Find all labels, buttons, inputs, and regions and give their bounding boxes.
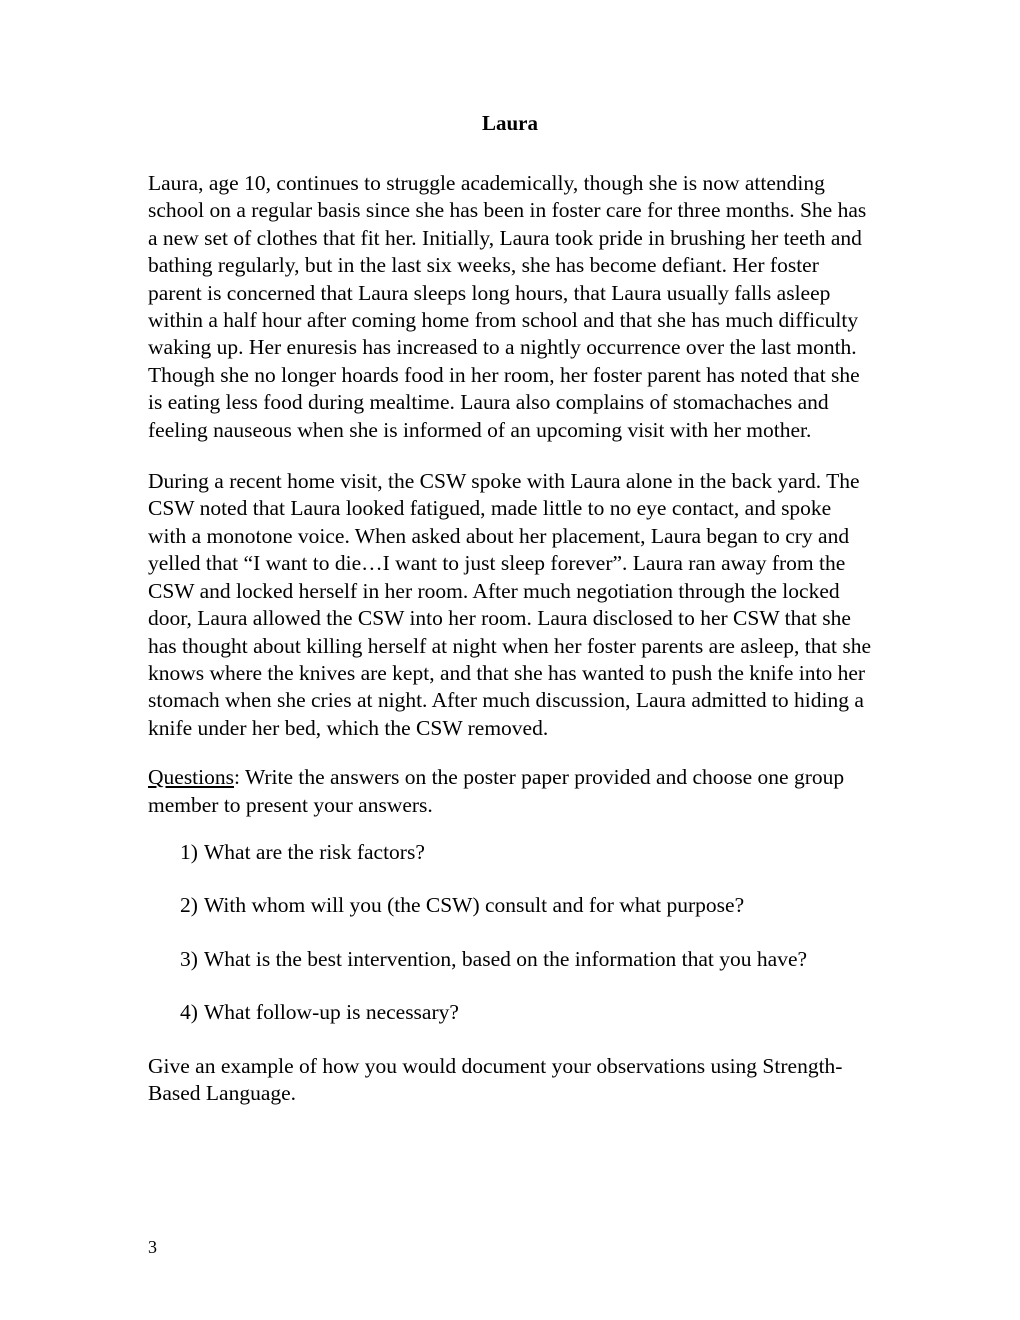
list-item [148, 892, 872, 919]
list-item [148, 839, 872, 866]
questions-list [148, 839, 872, 1027]
paragraph-2: During a recent home visit, the CSW spoke with Laura alone in the back yard. The CSW noted that Laura looked fatigued, made little to no eye contact, and spoke with a monotone voice. When asked about her placement, Laura began to cry and yelled that “I want to die…I want to just sleep forever”. Laura ran away from the CSW and locked herself in her room. After much negotiation through the locked door, Laura allowed the CSW into her room. Laura disclosed to her CSW that she has thought about killing herself at night when her foster parents are asleep, that she knows where the knives are kept, and that she has wanted to push the knife into her stomach when she cries at night. After much discussion, Laura admitted to hiding a knife under her bed, which the CSW removed. [148, 469, 872, 740]
list-item [148, 999, 872, 1026]
question-text: What follow-up is necessary? [204, 1000, 459, 1025]
question-text: What is the best intervention, based on the information that you have? [204, 946, 808, 971]
question-number: 4) [180, 1000, 198, 1025]
page-number: 3 [148, 1237, 157, 1257]
questions-instruction-text: : Write the answers on the poster paper provided and choose one group member to present your answers. [148, 765, 845, 817]
closing-paragraph: Give an example of how you would document your observations using Strength-Based Language. [148, 1053, 843, 1105]
questions-label: Questions [148, 765, 234, 790]
paragraph-1: Laura, age 10, continues to struggle academically, though she is now attending school on a regular basis since she has been in foster care for three months. She has a new set of clothes that fit her. Initially, Laura took pride in brushing her teeth and bathing regularly, but in the last six weeks, she has become defiant. Her foster parent is concerned that Laura sleeps long hours, that Laura usually falls asleep within a half hour after coming home from school and that she has much difficulty waking up. Her enuresis has increased to a nightly occurrence over the last month. Though she no longer hoards food in her room, her foster parent has noted that she is eating less food during mealtime. Laura also complains of stomachaches and feeling nauseous when she is informed of an upcoming visit with her mother. [148, 171, 867, 442]
question-text: With whom will you (the CSW) consult and for what purpose? [204, 893, 745, 918]
page-title: Laura [481, 111, 538, 135]
question-number: 1) [180, 839, 198, 864]
question-text: What are the risk factors? [204, 839, 425, 864]
question-number: 3) [180, 946, 198, 971]
document-body [148, 110, 872, 1107]
list-item [148, 946, 872, 973]
questions-instruction [148, 764, 872, 819]
question-number: 2) [180, 893, 198, 918]
